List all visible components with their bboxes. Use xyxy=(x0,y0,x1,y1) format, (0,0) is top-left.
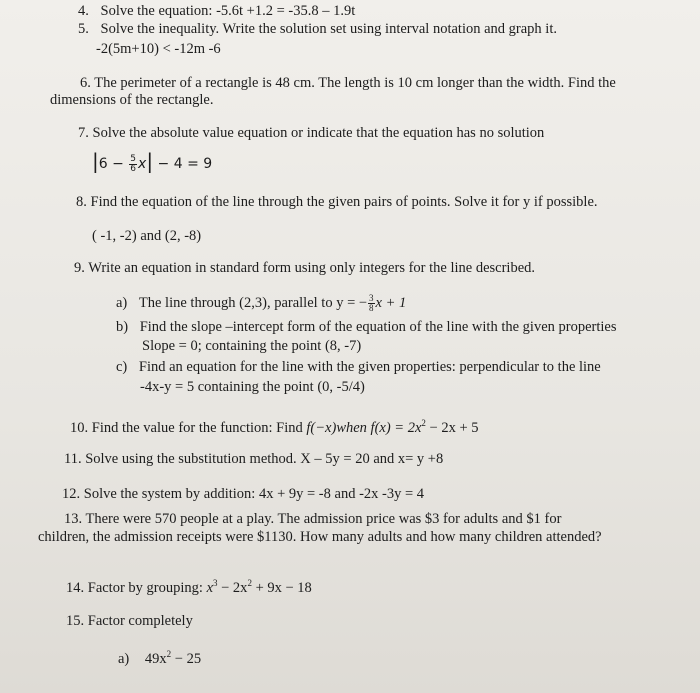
problem-7-equation xyxy=(92,149,213,174)
problem-9c-label: c) xyxy=(116,359,128,375)
problem-12-text: 12. Solve the system by addition: 4x + 9y = -8 and -2x -3y = 4 xyxy=(62,486,425,502)
problem-14-text: 14. Factor by grouping: xyxy=(66,579,207,596)
problem-9a-label: a) xyxy=(116,295,128,311)
problem-8-text: 8. Find the equation of the line through the given pairs of points. Solve it for y if possible. xyxy=(76,194,598,210)
problem-9a-rest: x + 1 xyxy=(375,295,407,311)
problem-13-line1: 13. There were 570 people at a play. The admission price was $3 for adults and $1 for xyxy=(64,511,562,527)
problem-10-function: f(−x)when f(x) = 2x xyxy=(306,419,422,436)
problem-5 xyxy=(78,20,557,38)
problem-9c-line1 xyxy=(116,358,601,376)
problem-9b-text1: Find the slope –intercept form of the equation of the line with the given properties xyxy=(139,319,617,335)
problem-13-line2: children, the admission receipts were $1130. How many adults and how many children attended? xyxy=(38,529,602,545)
problem-15a-label: a) xyxy=(118,650,130,667)
problem-5-expression: -2(5m+10) < -12m -6 xyxy=(96,41,221,57)
problem-4-text: Solve the equation: -5.6t +1.2 = -35.8 – 1.9t xyxy=(100,3,356,19)
problem-11-text: 11. Solve using the substitution method. X – 5y = 20 and x= y +8 xyxy=(64,451,444,467)
abs-bar-left: | xyxy=(92,149,99,173)
problem-9b-label: b) xyxy=(116,319,129,335)
fraction-5-6: $\frac{5}{6}$ xyxy=(130,153,137,174)
problem-15-text: 15. Factor completely xyxy=(66,613,193,629)
problem-5-number: 5. xyxy=(78,21,89,37)
abs-bar-right: | xyxy=(146,149,154,173)
problem-4 xyxy=(78,2,355,20)
problem-5-text: Solve the inequality. Write the solution set using interval notation and graph it. xyxy=(100,21,557,37)
problem-9-text: 9. Write an equation in standard form using only integers for the line described. xyxy=(74,260,536,276)
problem-10 xyxy=(70,414,479,437)
fraction-3-8: $\frac{3}{8}$ xyxy=(369,293,374,314)
problem-9c-line2: -4x-y = 5 containing the point (0, -5/4) xyxy=(140,379,365,395)
problem-9a xyxy=(116,294,406,313)
problem-9b-line1 xyxy=(116,318,616,336)
abs-inner-left: 6 − xyxy=(98,156,124,172)
abs-inner-var: x xyxy=(138,156,147,172)
problem-6-line2: dimensions of the rectangle. xyxy=(50,92,214,108)
problem-9a-text: The line through (2,3), parallel to y = − xyxy=(138,295,368,311)
problem-10-text: 10. Find the value for the function: Find xyxy=(70,419,307,436)
abs-rest: − 4 = 9 xyxy=(157,156,213,172)
problem-8-points: ( -1, -2) and (2, -8) xyxy=(92,228,202,244)
problem-6-line1: 6. The perimeter of a rectangle is 48 cm. The length is 10 cm longer than the width. Find the xyxy=(80,75,616,91)
problem-4-number: 4. xyxy=(78,3,89,19)
problem-9b-line2: Slope = 0; containing the point (8, -7) xyxy=(142,338,362,354)
problem-10-exponent: 2 xyxy=(421,418,426,428)
problem-7-text: 7. Solve the absolute value equation or indicate that the equation has no solution xyxy=(78,125,545,141)
problem-15a: a) $49x^2 - 25$ xyxy=(118,649,202,667)
problem-9c-text1: Find an equation for the line with the given properties: perpendicular to the line xyxy=(138,359,601,375)
problem-14: 14. Factor by grouping: $x^3 - 2x^2 + 9x - 18$ xyxy=(66,578,312,596)
problem-10-rest: − 2x + 5 xyxy=(425,419,479,436)
